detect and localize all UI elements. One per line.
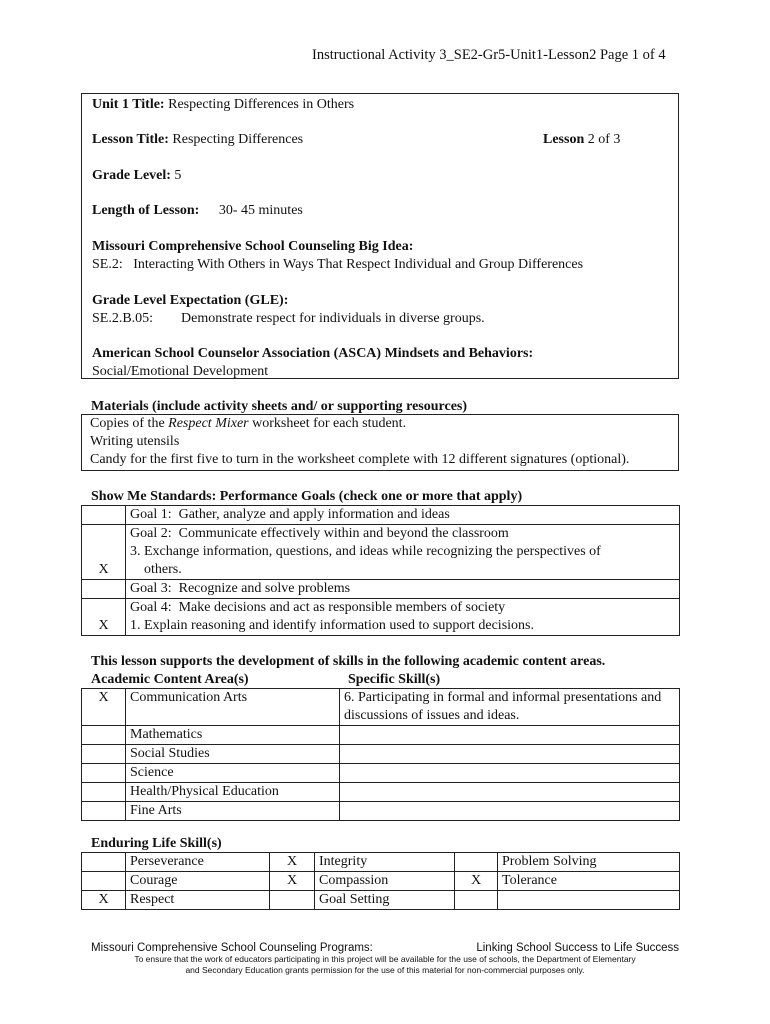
- standards-row: [82, 525, 680, 580]
- materials-line-3: Candy for the first five to turn in the worksheet complete with 12 different signatures (optional).: [90, 452, 630, 467]
- content-area-row: [82, 689, 680, 726]
- big-idea-heading: Missouri Comprehensive School Counseling Big Idea:: [92, 239, 414, 254]
- materials-line-1-post: worksheet for each student.: [248, 416, 407, 431]
- content-areas-title: This lesson supports the development of skills in the following academic content areas.: [91, 654, 606, 669]
- standards-goal: [126, 580, 680, 599]
- content-area-skill: [340, 802, 680, 821]
- content-area-name: Health/Physical Education: [126, 783, 340, 802]
- standards-check: X: [82, 525, 126, 580]
- content-area-skill: [340, 783, 680, 802]
- content-area-name: Fine Arts: [126, 802, 340, 821]
- lesson-number-label: Lesson: [543, 132, 585, 147]
- footer-note-2: and Secondary Education grants permission for the use of this material for non-commercial purposes only.: [185, 965, 585, 975]
- standards-goal-line: Goal 4: Make decisions and act as responsible members of society: [130, 600, 506, 615]
- lesson-title-row: [92, 131, 303, 149]
- materials-box: [81, 414, 679, 471]
- grade-level-value: 5: [174, 168, 182, 183]
- content-areas-col1-header: Academic Content Area(s): [91, 672, 249, 687]
- life-skill-check: X: [455, 872, 498, 891]
- lesson-title-value: Respecting Differences: [172, 132, 304, 147]
- content-area-skill: [340, 745, 680, 764]
- content-area-name: Social Studies: [126, 745, 340, 764]
- grade-level-row: [92, 167, 181, 185]
- content-area-skill: [340, 726, 680, 745]
- life-skill-check: [455, 891, 498, 910]
- length-row: [92, 202, 303, 220]
- life-skill-name: Perseverance: [126, 853, 270, 872]
- life-skill-name: Tolerance: [498, 872, 680, 891]
- life-skills-row: [82, 853, 680, 872]
- standards-goal-line: Goal 1: Gather, analyze and apply information and ideas: [130, 507, 450, 522]
- page-header: Instructional Activity 3_SE2-Gr5-Unit1-Lesson2 Page 1 of 4: [312, 47, 666, 63]
- standards-row: [82, 580, 680, 599]
- unit-title-label: Unit 1 Title:: [92, 97, 165, 112]
- standards-check: [82, 580, 126, 599]
- content-areas-col2-header: Specific Skill(s): [348, 672, 441, 687]
- length-label: Length of Lesson:: [92, 203, 200, 218]
- content-area-check: [82, 764, 126, 783]
- materials-line-1-pre: Copies of the: [90, 416, 169, 431]
- life-skill-check: [270, 891, 315, 910]
- life-skills-row: [82, 891, 680, 910]
- materials-title: Materials (include activity sheets and/ or supporting resources): [91, 399, 468, 414]
- asca-label: [92, 345, 533, 363]
- content-area-row: [82, 802, 680, 821]
- standards-table: [81, 505, 680, 636]
- standards-title: Show Me Standards: Performance Goals (check one or more that apply): [91, 489, 523, 504]
- life-skill-check: [82, 872, 126, 891]
- materials-line-1: [90, 415, 406, 433]
- life-skill-name: Goal Setting: [315, 891, 455, 910]
- footer-note-1: To ensure that the work of educators participating in this project will be available for the use of schools, the Department of Elementary: [134, 954, 636, 964]
- life-skill-name: Compassion: [315, 872, 455, 891]
- standards-goal-line: 1. Explain reasoning and identify information used to support decisions.: [130, 618, 534, 633]
- materials-line-2: Writing utensils: [90, 434, 180, 449]
- life-skill-name: Integrity: [315, 853, 455, 872]
- big-idea-label: [92, 238, 413, 256]
- lesson-info-box: [81, 93, 679, 379]
- standards-goal-line: 3. Exchange information, questions, and ideas while recognizing the perspectives of: [130, 544, 601, 559]
- standards-goal-line: Goal 2: Communicate effectively within and beyond the classroom: [130, 526, 509, 541]
- standards-row: [82, 506, 680, 525]
- footer-left: Missouri Comprehensive School Counseling Programs:: [91, 942, 373, 954]
- life-skill-check: X: [270, 872, 315, 891]
- content-areas-table: [81, 688, 680, 821]
- standards-check: X: [82, 599, 126, 636]
- life-skills-row: [82, 872, 680, 891]
- standards-goal-line: others.: [130, 562, 182, 577]
- content-area-row: [82, 745, 680, 764]
- lesson-number-value: 2 of 3: [587, 132, 621, 147]
- life-skills-table: [81, 852, 680, 910]
- asca-value: Social/Emotional Development: [92, 364, 269, 379]
- unit-title-row: [92, 96, 354, 114]
- materials-worksheet-name: Respect Mixer: [168, 416, 249, 431]
- content-area-name: Mathematics: [126, 726, 340, 745]
- big-idea-value: SE.2: Interacting With Others in Ways That Respect Individual and Group Differences: [92, 257, 584, 272]
- content-area-name: Science: [126, 764, 340, 783]
- life-skill-check: X: [270, 853, 315, 872]
- life-skill-name: Respect: [126, 891, 270, 910]
- gle-row: [92, 310, 485, 328]
- life-skill-check: [455, 853, 498, 872]
- life-skill-name: [498, 891, 680, 910]
- standards-goal: [126, 599, 680, 636]
- content-area-check: [82, 802, 126, 821]
- life-skill-check: [82, 853, 126, 872]
- standards-row: [82, 599, 680, 636]
- standards-goal-line: Goal 3: Recognize and solve problems: [130, 581, 351, 596]
- gle-label: [92, 292, 288, 310]
- gle-value: Demonstrate respect for individuals in diverse groups.: [181, 311, 485, 326]
- lesson-number-row: [543, 131, 620, 149]
- content-area-check: [82, 783, 126, 802]
- standards-check: [82, 506, 126, 525]
- gle-heading: Grade Level Expectation (GLE):: [92, 293, 289, 308]
- asca-heading: American School Counselor Association (ASCA) Mindsets and Behaviors:: [92, 346, 534, 361]
- footer-right: Linking School Success to Life Success: [476, 942, 679, 954]
- content-area-check: X: [82, 689, 126, 726]
- lesson-title-label: Lesson Title:: [92, 132, 169, 147]
- content-area-check: [82, 726, 126, 745]
- content-area-name: Communication Arts: [126, 689, 340, 726]
- content-area-skill: [340, 764, 680, 783]
- content-area-row: [82, 783, 680, 802]
- content-area-skill: 6. Participating in formal and informal presentations and discussions of issues and ideas.: [340, 689, 680, 726]
- grade-level-label: Grade Level:: [92, 168, 171, 183]
- life-skill-check: X: [82, 891, 126, 910]
- content-area-row: [82, 764, 680, 783]
- standards-goal: [126, 506, 680, 525]
- standards-goal: [126, 525, 680, 580]
- content-area-row: [82, 726, 680, 745]
- life-skill-name: Courage: [126, 872, 270, 891]
- length-value: 30- 45 minutes: [218, 203, 303, 218]
- unit-title-value: Respecting Differences in Others: [168, 97, 355, 112]
- life-skill-name: Problem Solving: [498, 853, 680, 872]
- gle-code: SE.2.B.05:: [92, 311, 154, 326]
- life-skills-title: Enduring Life Skill(s): [91, 836, 222, 851]
- content-area-check: [82, 745, 126, 764]
